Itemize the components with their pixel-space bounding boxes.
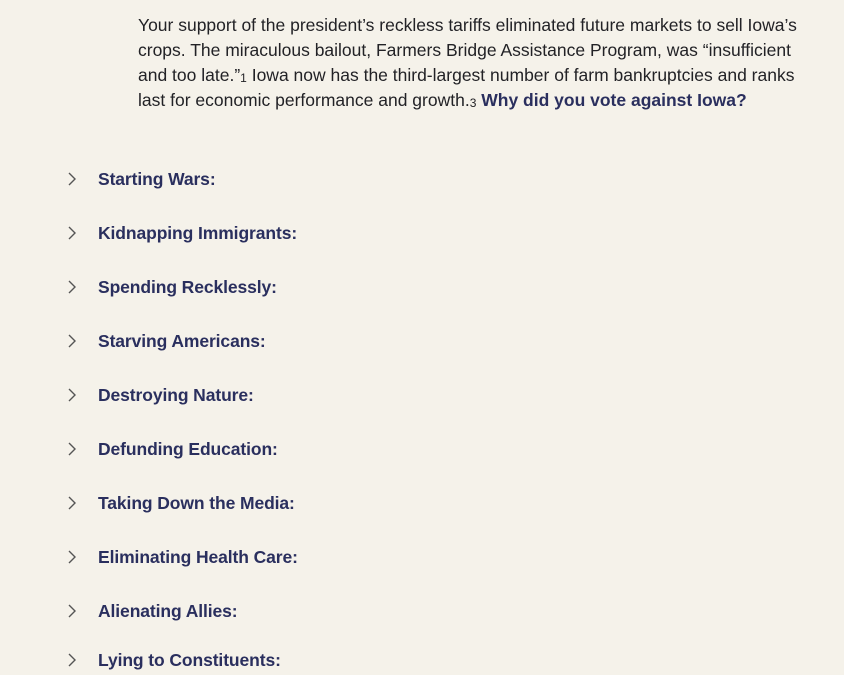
accordion-item-eliminating-health-care[interactable] [60, 542, 560, 572]
chevron-right-icon [60, 275, 84, 299]
accordion-item-lying-to-constituents[interactable] [60, 645, 560, 675]
accordion-item-defunding-education[interactable] [60, 434, 560, 464]
chevron-right-icon [60, 383, 84, 407]
footnote-3[interactable]: 3 [469, 96, 477, 110]
accordion-item-label: Alienating Allies: [98, 600, 238, 621]
accordion-item-starting-wars[interactable] [60, 164, 560, 194]
chevron-right-icon [60, 221, 84, 245]
accordion-item-starving-americans[interactable] [60, 326, 560, 356]
intro-text-part1: Your support of the president’s reckless tariffs eliminated future markets to sell Iowa’s crops. The miraculous bailout, Farmers Bridge Assistance Program, was “insufficient and too late.” [138, 15, 797, 85]
accordion-item-label: Starting Wars: [98, 168, 216, 189]
chevron-right-icon [60, 648, 84, 672]
accordion-item-kidnapping-immigrants[interactable] [60, 218, 560, 248]
footnote-1[interactable]: 1 [240, 71, 247, 85]
accordion-item-label: Defunding Education: [98, 438, 278, 459]
intro-text-part2: Iowa now has the third-largest number of farm bankruptcies and ranks last for economic performance and growth. [138, 65, 795, 110]
chevron-right-icon [60, 599, 84, 623]
accordion-item-destroying-nature[interactable] [60, 380, 560, 410]
accordion-item-label: Taking Down the Media: [98, 492, 295, 513]
accordion-item-taking-down-media[interactable] [60, 488, 560, 518]
accordion-item-alienating-allies[interactable] [60, 596, 560, 626]
chevron-right-icon [60, 167, 84, 191]
accordion-item-label: Kidnapping Immigrants: [98, 222, 298, 243]
chevron-right-icon [60, 491, 84, 515]
intro-question: Why did you vote against Iowa? [476, 90, 747, 110]
accordion-item-label: Eliminating Health Care: [98, 546, 298, 567]
accordion-item-label: Spending Recklessly: [98, 276, 277, 297]
accordion-item-label: Lying to Constituents: [98, 649, 281, 670]
accordion-item-label: Destroying Nature: [98, 384, 254, 405]
chevron-right-icon [60, 437, 84, 461]
chevron-right-icon [60, 329, 84, 353]
accordion-item-label: Starving Americans: [98, 330, 266, 351]
chevron-right-icon [60, 545, 84, 569]
accordion-item-spending-recklessly[interactable] [60, 272, 560, 302]
